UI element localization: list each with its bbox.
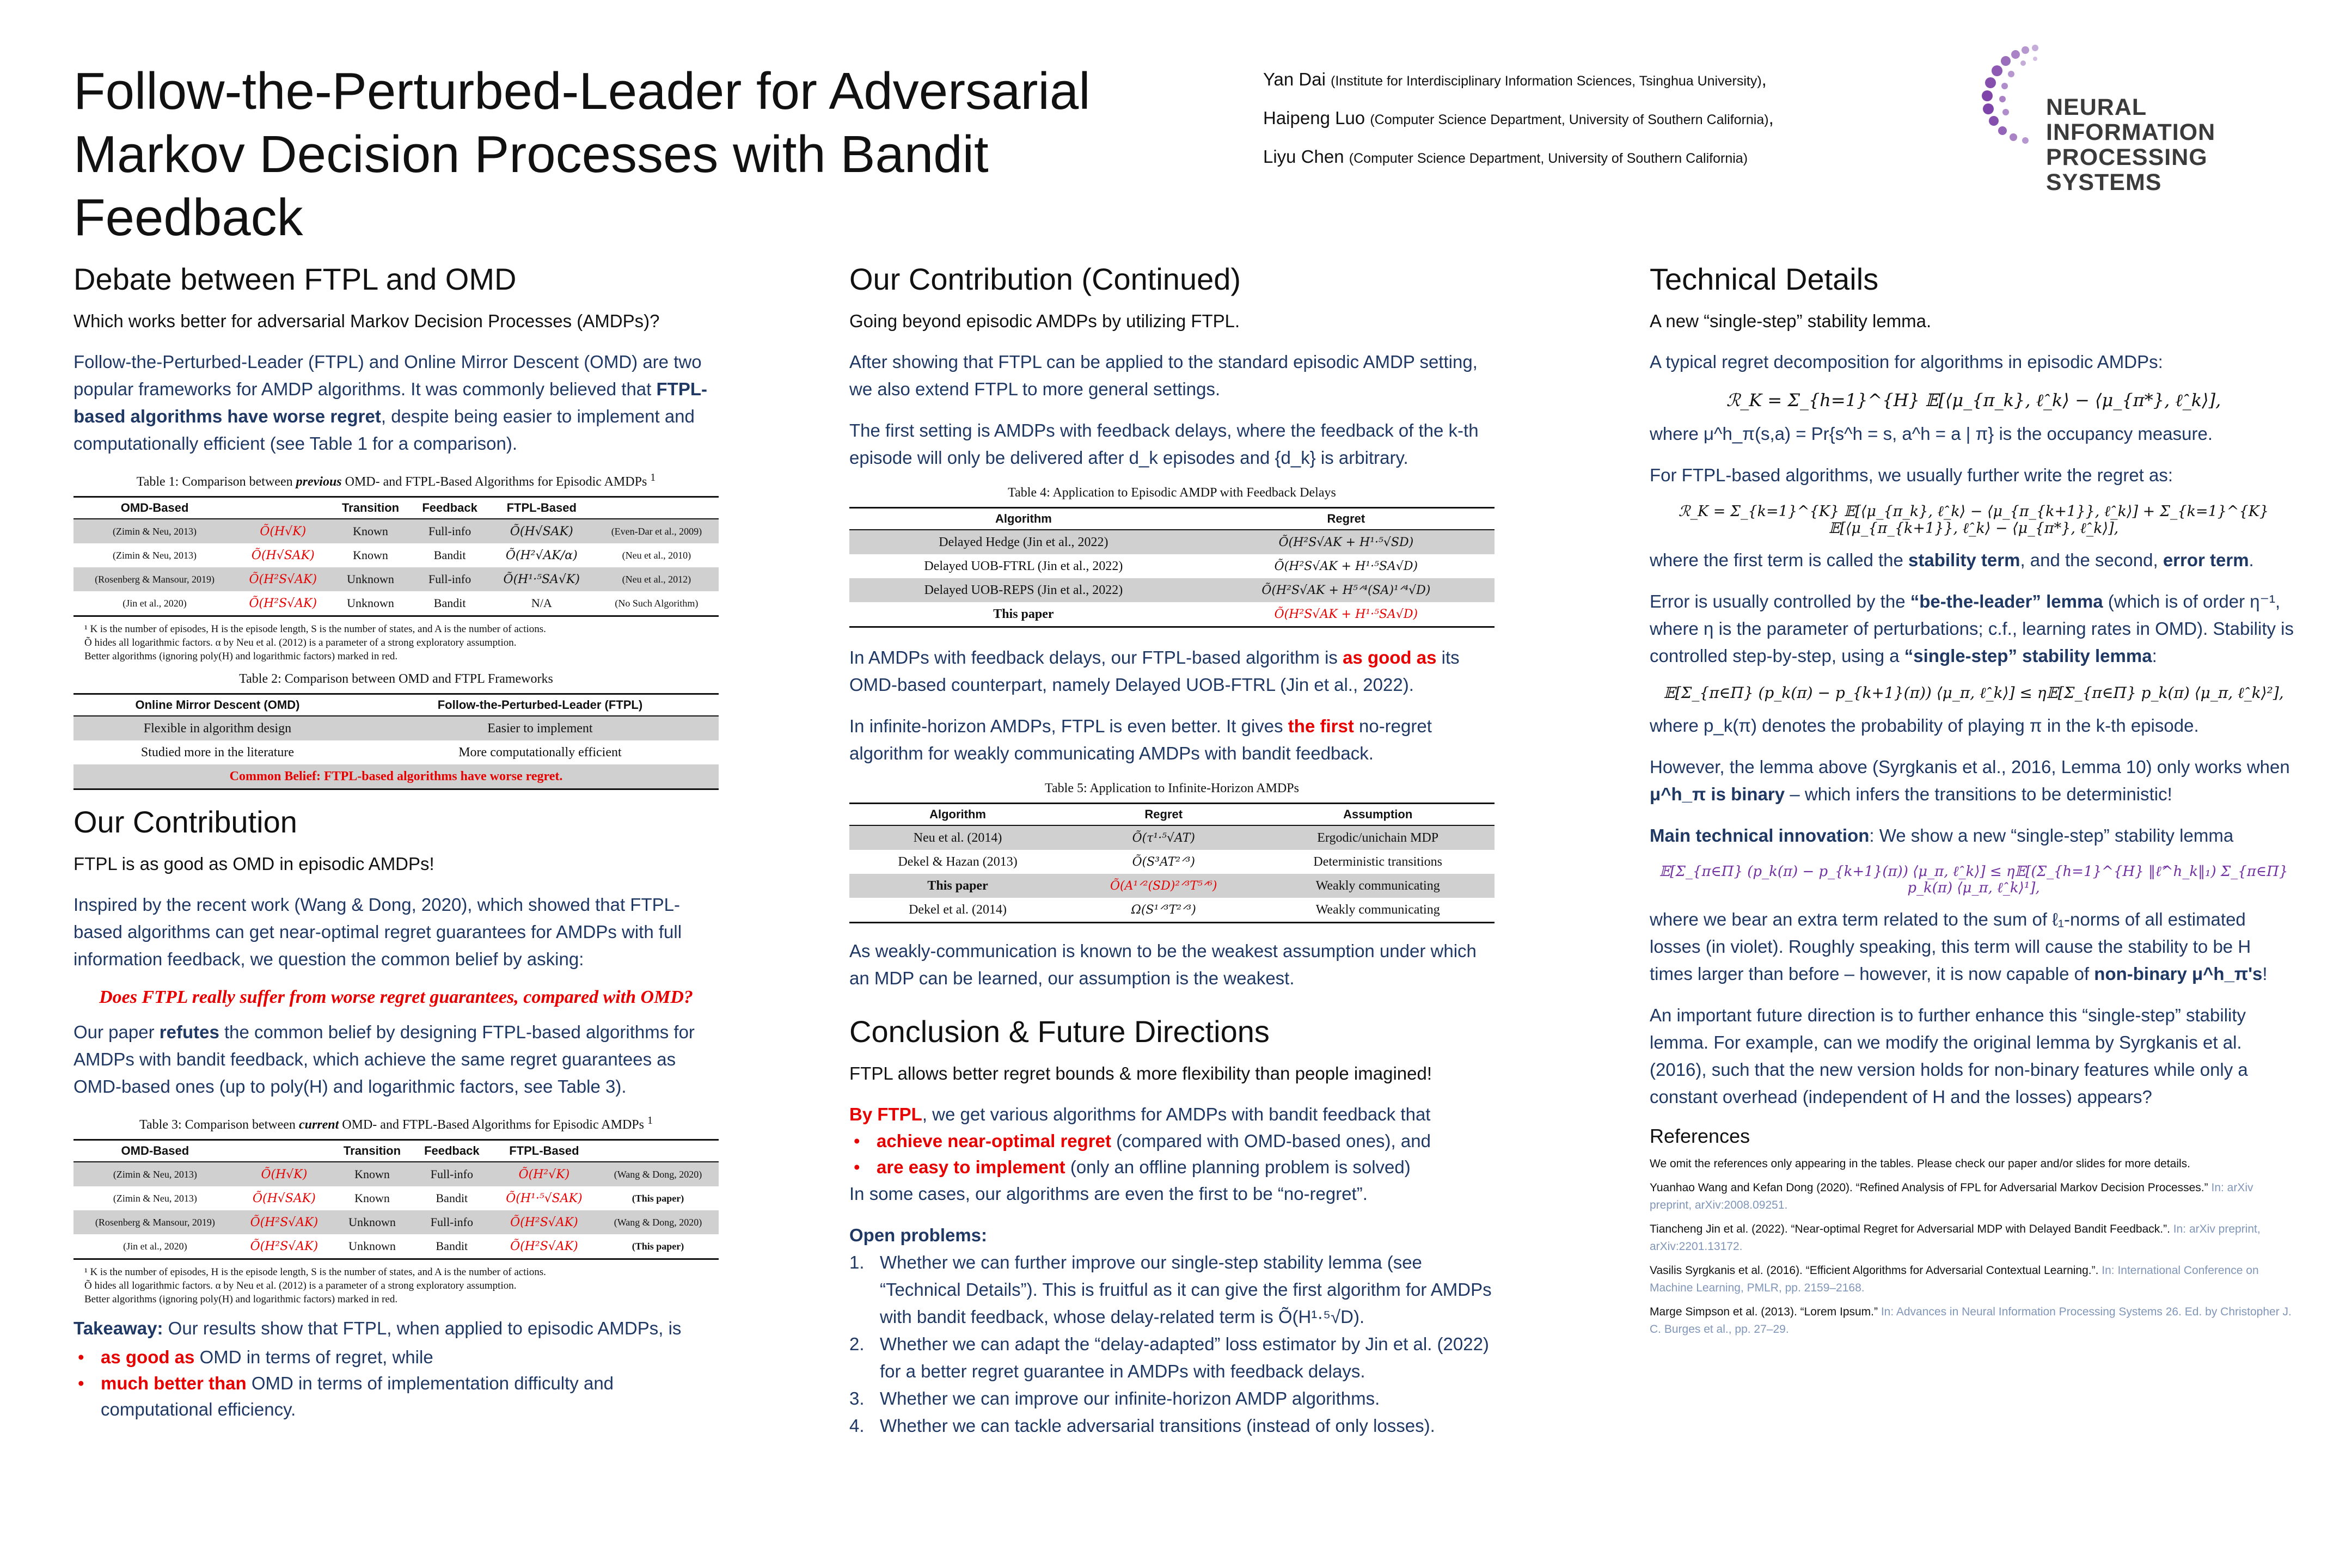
- table1: OMD-Based Transition Feedback FTPL-Based (Zimin & Neu, 2013) Õ(H√K) Known Full-info Õ(H√SAK) (Even-Dar et al., 2009) (Zimin & Neu, 2013) Õ(H√SAK) Known Bandit Õ(H²√AK/α) (Neu et al., 2010) (Rosenberg & Mansour, 2019) Õ(H²S√AK) Unknown Full-info Õ(H¹·⁵SA√K) (Neu et al., 2012) (Jin et al., 2020) Õ(H²S√AK) Unknown Bandit N/A (No Such Algorithm): [74, 496, 719, 617]
- paragraph: Main technical innovation: We show a new “single-step” stability lemma: [1650, 825, 2234, 846]
- paragraph: where p_k(π) denotes the probability of playing π in the k-th episode.: [1650, 715, 2199, 736]
- table4: Algorithm Regret Delayed Hedge (Jin et al., 2022) Õ(H²S√AK + H¹·⁵√SD) Delayed UOB-FTRL (Jin et al., 2022) Õ(H²S√AK + H¹·⁵SA√D) Delayed UOB-REPS (Jin et al., 2022) Õ(H²S√AK + H⁵ᐟ⁴(SA)¹ᐟ⁴√D) This paper Õ(H²S√AK + H¹·⁵SA√D): [849, 507, 1494, 628]
- paragraph: In AMDPs with feedback delays, our FTPL-based algorithm is as good as its OMD-based counterpart, namely Delayed UOB-FTRL (Jin et al., 2022).: [849, 647, 1460, 695]
- table-row: (Zimin & Neu, 2013) Õ(H√K) Known Full-info Õ(H²√K) (Wang & Dong, 2020): [74, 1162, 719, 1186]
- paragraph: where the first term is called the stability term, and the second, error term.: [1650, 550, 2254, 570]
- list-item: • achieve near-optimal regret (compared with OMD-based ones), and: [849, 1128, 1494, 1154]
- research-question: Does FTPL really suffer from worse regret guarantees, compared with OMD?: [99, 987, 693, 1007]
- table1-caption: Table 1: Comparison between previous OMD- and FTPL-Based Algorithms for Episodic AMDPs $^1$: [136, 471, 656, 489]
- table-row: Neu et al. (2014) Õ(τ¹·⁵√AT) Ergodic/unichain MDP: [849, 825, 1494, 850]
- table3: OMD-Based Transition Feedback FTPL-Based (Zimin & Neu, 2013) Õ(H√K) Known Full-info Õ(H²√K) (Wang & Dong, 2020) (Zimin & Neu, 2013) Õ(H√SAK) Known Bandit Õ(H¹·⁵√SAK) (This paper) (Rosenberg & Mansour, 2019) Õ(H²S√AK) Unknown Full-info Õ(H²S√AK) (Wang & Dong, 2020) (Jin et al., 2020) Õ(H²S√AK) Unknown Bandit Õ(H²S√AK) (This paper): [74, 1139, 719, 1260]
- table-row: This paper Õ(H²S√AK + H¹·⁵SA√D): [849, 602, 1494, 627]
- section-heading-contribution: Our Contribution: [74, 805, 297, 839]
- neurips-logo: [1971, 42, 2308, 195]
- list-item: 3. Whether we can improve our infinite-horizon AMDP algorithms.: [849, 1388, 1380, 1408]
- author-list: [1263, 61, 1916, 177]
- table5-caption: Table 5: Application to Infinite-Horizon AMDPs: [1045, 781, 1299, 795]
- equation-regret-decomposition: ℛ_K = Σ_{h=1}^{H} 𝔼[⟨μ_{π_k}, ℓ̂_k⟩ − ⟨μ_{π*}, ℓ̂_k⟩],: [1726, 390, 2221, 411]
- reference-item: Marge Simpson et al. (2013). “Lorem Ipsum.” In: Advances in Neural Information Processing Systems 26. Ed. by Christopher J. C. Burges et al., pp. 27–29.: [1650, 1306, 2292, 1336]
- section-heading-debate: Debate between FTPL and OMD: [74, 262, 517, 296]
- table4-caption: Table 4: Application to Episodic AMDP with Feedback Delays: [1008, 486, 1336, 500]
- conclusion-list: [849, 1128, 1494, 1180]
- paragraph: A typical regret decomposition for algorithms in episodic AMDPs:: [1650, 352, 2163, 372]
- takeaway: Takeaway: Our results show that FTPL, when applied to episodic AMDPs, is: [74, 1318, 682, 1338]
- paragraph: where μ^h_π(s,a) = Pr{s^h = s, a^h = a | π} is the occupancy measure.: [1650, 424, 2213, 444]
- table-row: Dekel & Hazan (2013) Õ(S³AT²ᐟ³) Deterministic transitions: [898, 854, 1443, 869]
- paragraph: The first setting is AMDPs with feedback delays, where the feedback of the k-th episode will only be delivered after d_k episodes and {d_k} is arbitrary.: [849, 420, 1479, 468]
- section-subtitle-technical: A new “single-step” stability lemma.: [1650, 311, 1932, 331]
- section-heading-contribution-continued: Our Contribution (Continued): [849, 262, 1241, 296]
- section-subtitle-debate: Which works better for adversarial Markov Decision Processes (AMDPs)?: [74, 311, 660, 331]
- author-1: Yan Dai (Institute for Interdisciplinary Information Sciences, Tsinghua University),: [1263, 69, 1767, 89]
- table-row: This paper Õ(A¹ᐟ²(SD)²ᐟ³T⁵ᐟ⁶) Weakly communicating: [849, 874, 1494, 898]
- table-row: (Zimin & Neu, 2013) Õ(H√K) Known Full-info Õ(H√SAK) (Even-Dar et al., 2009): [74, 519, 719, 543]
- author-2: Haipeng Luo (Computer Science Department, University of Southern California),: [1263, 108, 1774, 128]
- paragraph: After showing that FTPL can be applied to the standard episodic AMDP setting, we also extend FTPL to more general settings.: [849, 352, 1478, 399]
- reference-item: Vasilis Syrgkanis et al. (2016). “Efficient Algorithms for Adversarial Contextual Learning.”. In: International Conference on Machine Learning, PMLR, pp. 2159–2168.: [1650, 1264, 2259, 1294]
- table-row: (Zimin & Neu, 2013) Õ(H√SAK) Known Bandit Õ(H¹·⁵√SAK) (This paper): [113, 1191, 684, 1205]
- reference-item: Yuanhao Wang and Kefan Dong (2020). “Refined Analysis of FPL for Adversarial Markov Decision Processes.” In: arXiv preprint, arXiv:2008.09251.: [1650, 1181, 2253, 1211]
- logo-text: NEURAL INFORMATION PROCESSING SYSTEMS: [2046, 94, 2216, 195]
- section-subtitle-contribution-continued: Going beyond episodic AMDPs by utilizing FTPL.: [849, 311, 1240, 331]
- section-subtitle-contribution: FTPL is as good as OMD in episodic AMDPs!: [74, 854, 434, 874]
- contribution-paragraph-1: Inspired by the recent work (Wang & Dong, 2020), which showed that FTPL-based algorithms can get near-optimal regret guarantees for AMDPs with full information feedback, we question the common belief by asking:: [74, 895, 682, 969]
- table-row: (Rosenberg & Mansour, 2019) Õ(H²S√AK) Unknown Full-info Õ(H¹·⁵SA√K) (Neu et al., 2012): [74, 567, 719, 591]
- title-line-1: Follow-the-Perturbed-Leader for Adversarial: [74, 62, 1091, 120]
- table-row: Flexible in algorithm design Easier to implement: [74, 716, 719, 740]
- open-problems-list: [849, 1249, 1494, 1440]
- table-row: Delayed Hedge (Jin et al., 2022) Õ(H²S√AK + H¹·⁵√SD): [849, 530, 1494, 554]
- table1-footnote: ¹ K is the number of episodes, H is the episode length, S is the number of states, and A is the number of actions. Õ hides all logarithmic factors. α by Neu et al. (2012) is a parameter of a strong exploratory assumption. Better algorithms (ignoring poly(H) and logarithmic factors) marked in red.: [84, 623, 546, 662]
- table-row: (Jin et al., 2020) Õ(H²S√AK) Unknown Bandit N/A (No Such Algorithm): [74, 591, 719, 616]
- equation-new-stability-lemma: 𝔼[Σ_{π∈Π} (p_k(π) − p_{k+1}(π)) ⟨μ_π, ℓ̂_k⟩] ≤ η𝔼[(Σ_{h=1}^{H} ‖ℓ̂^h_k‖₁) Σ_{π∈Π} p_k(π) ⟨μ_π, ℓ̂_k⟩¹],: [1659, 863, 2288, 896]
- references: [1650, 1125, 2298, 1338]
- column-2: [849, 261, 1494, 1440]
- table3-footnote: ¹ K is the number of episodes, H is the episode length, S is the number of states, and A is the number of actions. Õ hides all logarithmic factors. α by Neu et al. (2012) is a parameter of a strong exploratory assumption. Better algorithms (ignoring poly(H) and logarithmic factors) marked in red.: [84, 1266, 546, 1305]
- takeaway-list: [74, 1344, 719, 1423]
- paragraph: In some cases, our algorithms are even the first to be “no-regret”.: [849, 1184, 1368, 1204]
- paragraph: In infinite-horizon AMDPs, FTPL is even better. It gives the first no-regret algorithm for weakly communicating AMDPs with bandit feedback.: [849, 716, 1432, 763]
- references-heading: References: [1650, 1125, 1750, 1147]
- author-3: Liyu Chen (Computer Science Department, University of Southern California): [1263, 146, 1748, 167]
- equation-ftpl-regret: ℛ_K = Σ_{k=1}^{K} 𝔼[⟨μ_{π_k}, ℓ̂_k⟩ − ⟨μ_{π_{k+1}}, ℓ̂_k⟩] + Σ_{k=1}^{K} 𝔼[⟨μ_{π_{k+1}}, ℓ̂_k⟩ − ⟨μ_{π*}, ℓ̂_k⟩],: [1678, 503, 2269, 537]
- table-row: (Zimin & Neu, 2013) Õ(H√SAK) Known Bandit Õ(H²√AK/α) (Neu et al., 2010): [113, 548, 691, 562]
- list-item: 4. Whether we can tackle adversarial transitions (instead of only losses).: [849, 1416, 1435, 1436]
- table-row: (Jin et al., 2020) Õ(H²S√AK) Unknown Bandit Õ(H²S√AK) (This paper): [74, 1234, 719, 1259]
- column-1: [74, 261, 719, 1428]
- section-heading-technical: Technical Details: [1650, 262, 1879, 296]
- table2-caption: Table 2: Comparison between OMD and FTPL Frameworks: [239, 672, 553, 686]
- neurips-dots-icon: [1971, 42, 2047, 151]
- table-row: Delayed UOB-FTRL (Jin et al., 2022) Õ(H²S√AK + H¹·⁵SA√D): [924, 559, 1418, 573]
- table3-caption: Table 3: Comparison between current OMD- and FTPL-Based Algorithms for Episodic AMDPs $^1$: [139, 1114, 653, 1132]
- table-row: Common Belief: FTPL-based algorithms have worse regret.: [74, 764, 719, 789]
- column-3: [1650, 261, 2298, 1345]
- paragraph: However, the lemma above (Syrgkanis et al., 2016, Lemma 10) only works when μ^h_π is binary – which infers the transitions to be deterministic!: [1650, 757, 2290, 804]
- references-note: We omit the references only appearing in the tables. Please check our paper and/or slides for more details.: [1650, 1157, 2190, 1170]
- table-row: Dekel et al. (2014) Ω(S¹ᐟ³T²ᐟ³) Weakly communicating: [849, 898, 1494, 923]
- list-item: 2. Whether we can adapt the “delay-adapted” loss estimator by Jin et al. (2022) for a better regret guarantee in AMDPs with feedback delays.: [849, 1334, 1489, 1381]
- paragraph: An important future direction is to further enhance this “single-step” stability lemma. For example, can we modify the original lemma by Syrgkanis et al. (2016), such that the new version holds for non-binary features while only a constant overhead (independent of H and the losses) appears?: [1650, 1005, 2248, 1107]
- paragraph: Error is usually controlled by the “be-the-leader” lemma (which is of order η⁻¹, where η is the parameter of perturbations; c.f., learning rates in OMD). Stability is controlled step-by-step, using a “single-step” stability lemma:: [1650, 591, 2294, 666]
- section-heading-conclusion: Conclusion & Future Directions: [849, 1014, 1270, 1049]
- table-row: Studied more in the literature More computationally efficient: [140, 745, 622, 759]
- paragraph: where we bear an extra term related to the sum of ℓ₁-norms of all estimated losses (in violet). Roughly speaking, this term will cause the stability to be H times larger than before – however, it is now capable of non-binary μ^h_π's!: [1650, 909, 2268, 984]
- poster-title: [74, 60, 1217, 249]
- paragraph: As weakly-communication is known to be the weakest assumption under which an MDP can be learned, our assumption is the weakest.: [849, 941, 1477, 988]
- section-subtitle-conclusion: FTPL allows better regret bounds & more flexibility than people imagined!: [849, 1063, 1432, 1083]
- list-item: • as good as OMD in terms of regret, while: [74, 1344, 719, 1370]
- title-line-2: Markov Decision Processes with Bandit Feedback: [74, 125, 989, 247]
- table2: Online Mirror Descent (OMD) Follow-the-Perturbed-Leader (FTPL) Flexible in algorithm design Easier to implement Studied more in the literature More computationally efficient Common Belief: FTPL-based algorithms have worse regret.: [74, 693, 719, 790]
- debate-paragraph: Follow-the-Perturbed-Leader (FTPL) and Online Mirror Descent (OMD) are two popular frameworks for AMDP algorithms. It was commonly believed that FTPL-based algorithms have worse regret, despite being easier to implement and computationally efficient (see Table 1 for a comparison).: [74, 352, 707, 454]
- equation-stability-lemma: 𝔼[Σ_{π∈Π} (p_k(π) − p_{k+1}(π)) ⟨μ_π, ℓ̂_k⟩] ≤ η𝔼[Σ_{π∈Π} p_k(π) ⟨μ_π, ℓ̂_k⟩²],: [1663, 684, 2284, 702]
- open-problems-label: Open problems:: [849, 1225, 988, 1245]
- paragraph: For FTPL-based algorithms, we usually further write the regret as:: [1650, 465, 2173, 485]
- list-item: • much better than OMD in terms of implementation difficulty and computational efficiency.: [74, 1370, 719, 1423]
- table5: Algorithm Regret Assumption Neu et al. (2014) Õ(τ¹·⁵√AT) Ergodic/unichain MDP Dekel & Hazan (2013) Õ(S³AT²ᐟ³) Deterministic transitions This paper Õ(A¹ᐟ²(SD)²ᐟ³T⁵ᐟ⁶) Weakly communicating Dekel et al. (2014) Ω(S¹ᐟ³T²ᐟ³) Weakly communicating: [849, 803, 1494, 923]
- reference-item: Tiancheng Jin et al. (2022). “Near-optimal Regret for Adversarial MDP with Delayed Bandit Feedback.”. In: arXiv preprint, arXiv:2201.13172.: [1650, 1223, 2261, 1253]
- table-row: Delayed UOB-REPS (Jin et al., 2022) Õ(H²S√AK + H⁵ᐟ⁴(SA)¹ᐟ⁴√D): [849, 578, 1494, 602]
- list-item: 1. Whether we can further improve our single-step stability lemma (see “Technical Details”). This is fruitful as it can give the first algorithm for AMDPs with bandit feedback, whose delay-related term is Õ(H¹·⁵√D).: [849, 1252, 1492, 1327]
- list-item: • are easy to implement (only an offline planning problem is solved): [849, 1154, 1494, 1180]
- contribution-paragraph-2: Our paper refutes the common belief by designing FTPL-based algorithms for AMDPs with bandit feedback, which achieve the same regret guarantees as OMD-based ones (up to poly(H) and logarithmic factors, see Table 3).: [74, 1022, 695, 1097]
- table-row: (Rosenberg & Mansour, 2019) Õ(H²S√AK) Unknown Full-info Õ(H²S√AK) (Wang & Dong, 2020): [74, 1210, 719, 1234]
- paragraph: By FTPL, we get various algorithms for AMDPs with bandit feedback that: [849, 1104, 1431, 1124]
